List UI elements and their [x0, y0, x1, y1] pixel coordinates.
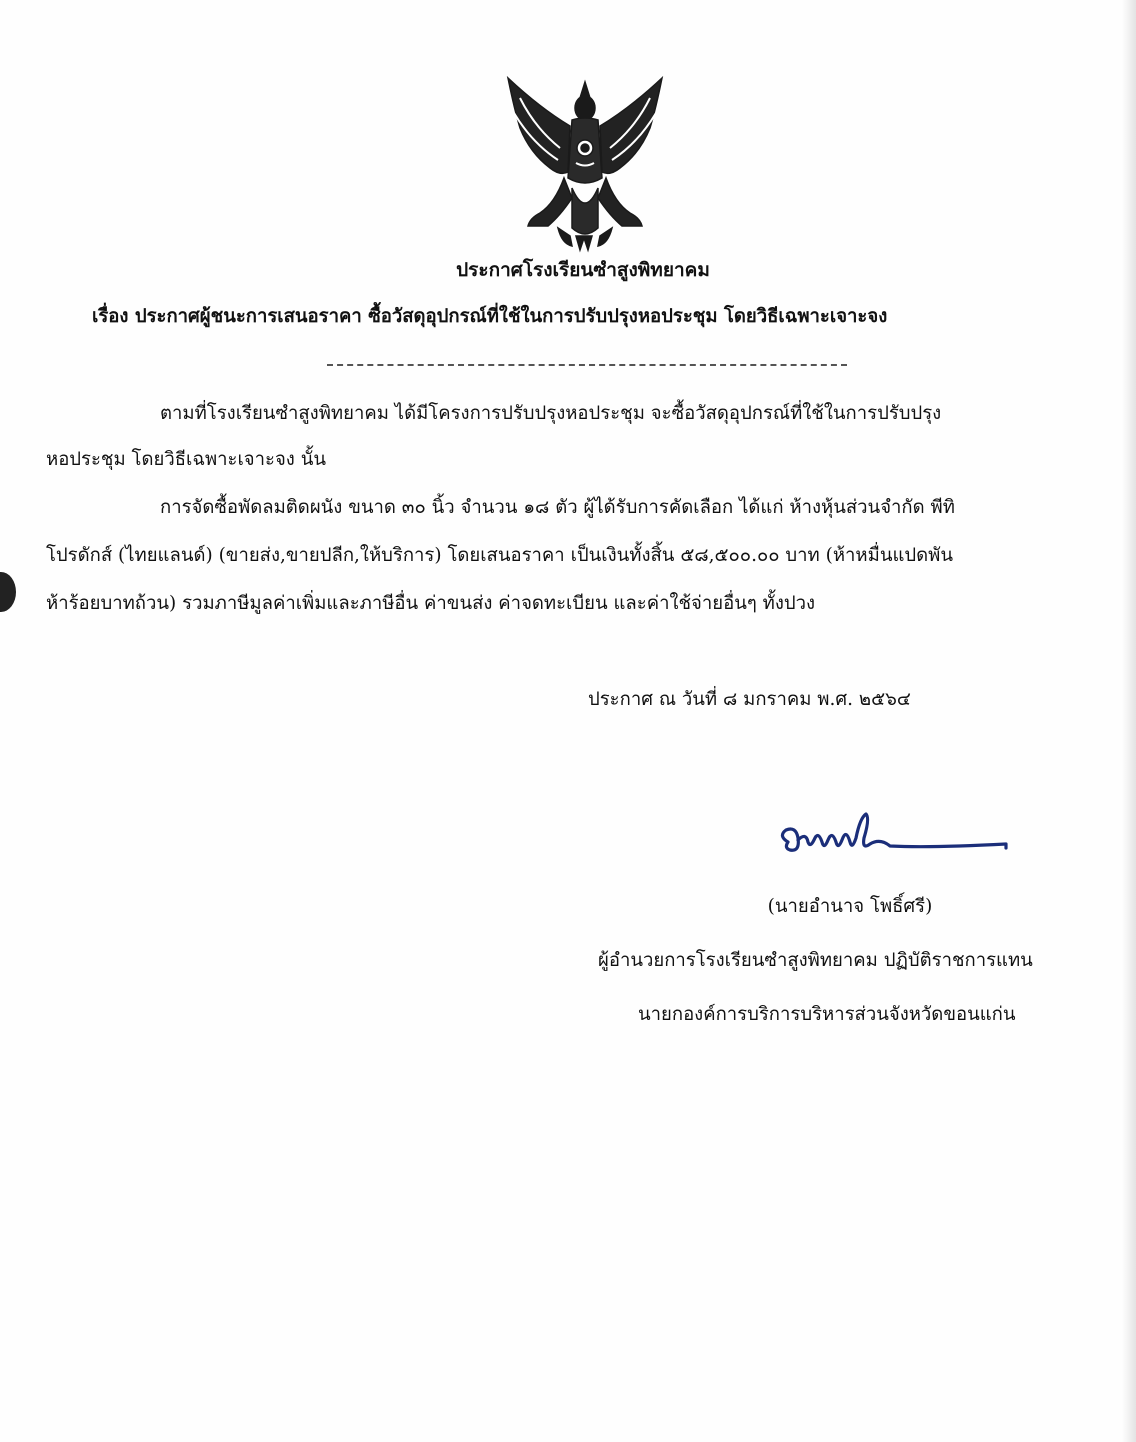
paragraph-1-line-2: หอประชุม โดยวิธีเฉพาะเจาะจง นั้น: [46, 449, 327, 470]
header-divider: [327, 364, 847, 366]
signer-title-line-1: ผู้อำนวยการโรงเรียนซำสูงพิทยาคม ปฏิบัติราชการแทน: [598, 950, 1033, 971]
paragraph-1-line-1: ตามที่โรงเรียนซำสูงพิทยาคม ได้มีโครงการปรับปรุงหอประชุม จะซื้อวัสดุอุปกรณ์ที่ใช้ในการปรับปรุง: [160, 403, 942, 424]
paragraph-2-line-3: ห้าร้อยบาทถ้วน) รวมภาษีมูลค่าเพิ่มและภาษีอื่น ค่าขนส่ง ค่าจดทะเบียน และค่าใช้จ่ายอื่นๆ ทั้งปวง: [46, 593, 816, 614]
page-edge-shadow: [1122, 0, 1136, 1442]
announcement-header: ประกาศโรงเรียนซำสูงพิทยาคม: [456, 259, 710, 281]
garuda-emblem-icon: [500, 68, 670, 253]
announcement-subject: เรื่อง ประกาศผู้ชนะการเสนอราคา ซื้อวัสดุอุปกรณ์ที่ใช้ในการปรับปรุงหอประชุม โดยวิธีเฉพาะเจาะจง: [92, 306, 888, 327]
signer-title-line-2: นายกองค์การบริการบริหารส่วนจังหวัดขอนแก่น: [638, 1004, 1016, 1025]
paragraph-2-line-2: โปรดักส์ (ไทยแลนด์) (ขายส่ง,ขายปลีก,ให้บริการ) โดยเสนอราคา เป็นเงินทั้งสิ้น ๕๘,๕๐๐.๐๐ บาท (ห้าหมื่นแปดพัน: [46, 545, 953, 566]
announcement-date: ประกาศ ณ วันที่ ๘ มกราคม พ.ศ. ๒๕๖๔: [588, 689, 911, 710]
signature-image: [770, 808, 1010, 868]
hole-punch: [0, 572, 16, 612]
paragraph-2-line-1: การจัดซื้อพัดลมติดผนัง ขนาด ๓๐ นิ้ว จำนวน ๑๘ ตัว ผู้ได้รับการคัดเลือก ได้แก่ ห้างหุ้นส่วนจำกัด พีทิ: [160, 497, 955, 518]
signer-name: (นายอำนาจ โพธิ์ศรี): [767, 896, 933, 917]
